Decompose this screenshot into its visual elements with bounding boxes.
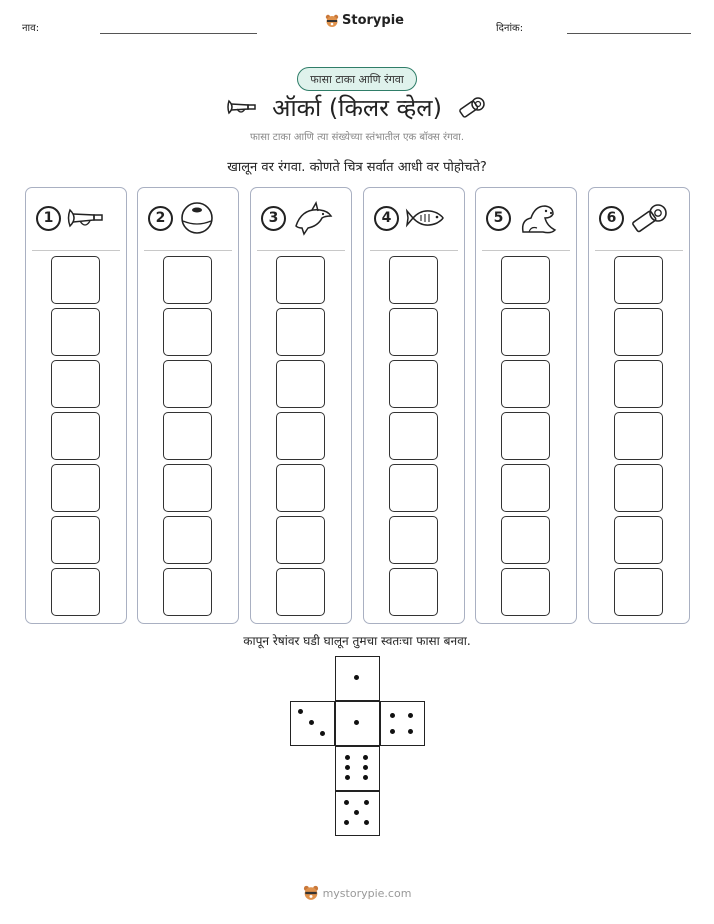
die-pip: [363, 775, 368, 780]
color-box[interactable]: [51, 568, 100, 616]
cut-instruction: कापून रेषांवर घडी घालून तुमचा स्वतःचा फासा बनवा.: [243, 634, 471, 648]
color-box[interactable]: [163, 360, 212, 408]
color-box[interactable]: [51, 464, 100, 512]
color-box[interactable]: [501, 360, 550, 408]
column-1: [25, 187, 127, 624]
trumpet-icon: [226, 96, 258, 118]
die-pip: [354, 720, 359, 725]
column-divider: [32, 250, 120, 251]
color-box[interactable]: [51, 516, 100, 564]
die-face-3: [290, 701, 335, 746]
die-pip: [344, 800, 349, 805]
bear-logo-icon: [303, 885, 319, 901]
die-pip: [363, 765, 368, 770]
trumpet-icon: [67, 203, 105, 233]
name-label: नाव:: [22, 23, 40, 34]
dolphin-icon: [292, 200, 334, 236]
color-box[interactable]: [389, 412, 438, 460]
die-net: [290, 656, 425, 836]
color-box[interactable]: [51, 412, 100, 460]
die-pip: [345, 775, 350, 780]
color-box[interactable]: [276, 360, 325, 408]
whistle-icon: [630, 201, 670, 235]
color-box[interactable]: [614, 308, 663, 356]
color-box[interactable]: [389, 256, 438, 304]
color-box[interactable]: [614, 516, 663, 564]
brand-name: Storypie: [342, 13, 404, 28]
column-2: [137, 187, 239, 624]
color-box[interactable]: [51, 360, 100, 408]
column-header: [261, 200, 334, 236]
date-label: दिनांक:: [496, 23, 524, 34]
color-box[interactable]: [276, 308, 325, 356]
color-box[interactable]: [614, 568, 663, 616]
columns-grid: [25, 187, 690, 624]
die-pip: [345, 755, 350, 760]
bead-icon: [179, 201, 215, 235]
die-pip: [354, 675, 359, 680]
color-box[interactable]: [163, 568, 212, 616]
color-box[interactable]: [163, 516, 212, 564]
color-box[interactable]: [389, 308, 438, 356]
column-6: [588, 187, 690, 624]
header: [0, 0, 714, 50]
column-number: 3: [261, 206, 286, 231]
color-box[interactable]: [163, 256, 212, 304]
color-box[interactable]: [614, 412, 663, 460]
color-box[interactable]: [276, 256, 325, 304]
page-title: ऑर्का (किलर व्हेल): [272, 93, 442, 122]
die-face-1: [335, 701, 380, 746]
column-divider: [257, 250, 345, 251]
die-pip: [354, 810, 359, 815]
column-divider: [595, 250, 683, 251]
column-header: [374, 200, 447, 236]
instruction: खालून वर रंगवा. कोणते चित्र सर्वात आधी वर पोहोचते?: [227, 160, 487, 175]
die-pip: [408, 729, 413, 734]
die-pip: [390, 713, 395, 718]
color-box[interactable]: [614, 360, 663, 408]
color-box[interactable]: [276, 412, 325, 460]
color-box[interactable]: [51, 308, 100, 356]
color-box[interactable]: [614, 464, 663, 512]
die-pip: [364, 820, 369, 825]
die-pip: [408, 713, 413, 718]
die-face-6: [335, 746, 380, 791]
column-number: 2: [148, 206, 173, 231]
die-pip: [309, 720, 314, 725]
bear-logo-icon: [325, 14, 339, 28]
column-number: 1: [36, 206, 61, 231]
color-box[interactable]: [163, 412, 212, 460]
footer-url[interactable]: mystorypie.com: [322, 886, 412, 900]
column-divider: [144, 250, 232, 251]
color-box[interactable]: [276, 516, 325, 564]
color-box[interactable]: [501, 308, 550, 356]
die-pip: [390, 729, 395, 734]
color-box[interactable]: [501, 516, 550, 564]
column-header: [148, 200, 215, 236]
color-box[interactable]: [276, 568, 325, 616]
color-box[interactable]: [614, 256, 663, 304]
die-pip: [363, 755, 368, 760]
die-pip: [364, 800, 369, 805]
name-field[interactable]: [100, 33, 257, 34]
color-box[interactable]: [51, 256, 100, 304]
color-box[interactable]: [389, 360, 438, 408]
die-pip: [345, 765, 350, 770]
color-box[interactable]: [276, 464, 325, 512]
die-pip: [298, 709, 303, 714]
color-box[interactable]: [163, 464, 212, 512]
die-face-5: [335, 791, 380, 836]
color-box[interactable]: [501, 412, 550, 460]
color-box[interactable]: [389, 464, 438, 512]
column-header: [599, 200, 670, 236]
title-row: [0, 90, 714, 124]
column-number: 4: [374, 206, 399, 231]
color-box[interactable]: [501, 464, 550, 512]
die-face-1: [335, 656, 380, 701]
color-box[interactable]: [163, 308, 212, 356]
die-pip: [320, 731, 325, 736]
die-face-4: [380, 701, 425, 746]
column-number: 6: [599, 206, 624, 231]
color-box[interactable]: [389, 516, 438, 564]
date-field[interactable]: [567, 33, 691, 34]
brand-logo: [325, 13, 404, 28]
column-divider: [482, 250, 570, 251]
column-3: [250, 187, 352, 624]
fish-icon: [405, 203, 447, 233]
color-box[interactable]: [389, 568, 438, 616]
whistle-icon: [456, 95, 488, 119]
column-4: [363, 187, 465, 624]
seal-icon: [517, 200, 559, 236]
color-box[interactable]: [501, 568, 550, 616]
column-header: [486, 200, 559, 236]
color-box[interactable]: [501, 256, 550, 304]
column-divider: [370, 250, 458, 251]
column-5: [475, 187, 577, 624]
footer: [0, 885, 714, 901]
subtitle: फासा टाका आणि त्या संख्येच्या स्तंभातील एक बॉक्स रंगवा.: [249, 132, 465, 143]
activity-tag: फासा टाका आणि रंगवा: [297, 67, 417, 91]
column-number: 5: [486, 206, 511, 231]
column-header: [36, 200, 105, 236]
die-pip: [344, 820, 349, 825]
